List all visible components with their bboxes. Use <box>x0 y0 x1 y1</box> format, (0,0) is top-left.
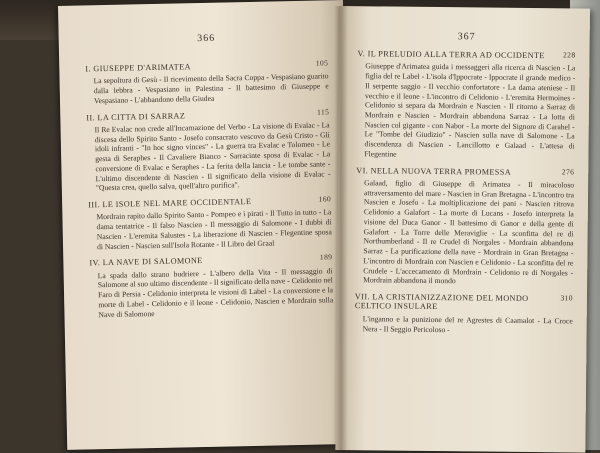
toc-section <box>89 254 333 320</box>
section-summary: Mordrain rapito dallo Spirito Santo - Pompeo e i pirati - Il Tutto in tutto - La dama tentatrice - Il falso Nascien - Il messaggio di Salomone - I dubbi di Nascien - L'eremita Salustes - La liberazione di Nascien - Flegentine sposa di Nascien - Nascien sull'Isola Rotante - Il Libro del Graal <box>96 207 332 251</box>
section-page: 276 <box>561 166 575 177</box>
section-heading <box>355 292 573 313</box>
section-title: I. GIUSEPPE D'ARIMATEA <box>85 62 191 74</box>
page-number: 366 <box>197 32 216 45</box>
section-page: 228 <box>563 50 576 60</box>
section-summary: La spada dallo strano budriere - L'albero della Vita - Il messaggio di Salomone al suo ultimo discendente - Il significato della nave - Celidonio nel Faro di Persia - Celidonio interpreta le visioni di Label - La conversione e la morte di Label - Celidonio e il leone - Celidonio, Nascien e Mordrain sulla Nave di Salomone <box>97 266 334 319</box>
section-summary: L'inganno e la punizione del re Agrestes di Caamalot - La Croce Nera - Il Seggio Pericoloso - <box>362 314 573 334</box>
section-summary: Giuseppe d'Arimatea guida i messaggeri alla ricerca di Nascien - La figlia del re Label - L'isola d'Ippocrate - Ippocrate il grande medico - Il serpente saggio - Il vecchio confortatore - La dama ateniese - Il vecchio e il leone - L'incontro di Celidonio - L'eremita Hermoines - Celidonio si separa da Mordrain e Nascien - Il ritorno a Sarraz di Mordrain e Nascien - Mordrain abbandona Sarraz - La lotta di Nascien col gigante - con Nabor - La morte del Signore di Carahel - Le "Tombe del Giudizio" - Nascien sulla nave di Salomone - La discendenza di Nascien - Lancillotto e Galaad - L'attesa di Flegentine <box>364 61 576 159</box>
section-summary: La sepoltura di Gesù - Il ricevimento della Sacra Coppa - Vespasiano guarito dalla lebbra - Vespasiano in Palestina - Il battesimo di Giuseppe e Vespasiano - L'abbandono della Giudea <box>93 71 329 106</box>
section-title: VI. NELLA NUOVA TERRA PROMESSA <box>356 165 512 177</box>
section-page: 310 <box>560 293 574 303</box>
section-heading <box>356 166 574 178</box>
section-title: V. IL PRELUDIO ALLA TERRA AD OCCIDENTE <box>357 49 545 61</box>
section-summary: Il Re Evalac non crede all'Incarnazione del Verbo - La visione di Evalac - La discesa dello Spirito Santo - Josefo consacrato vescovo da Gesù Cristo - Gli idoli infranti - "In hoc signo vinces" - La guerra tra Evalac e Tolomeo - Le gesta di Seraphes - Il Cavaliere Bianco - Sarracinte sposa di Evalac - La conversione di Evalac e Seraphes - La ferita della lancia - Le tombe sante - L'ultimo discendente di Nascien - Il significato della visione di Evalac - "Questa crea, quello salva, quell'altro purifica". <box>94 120 331 193</box>
section-title: II. LA CITTA DI SARRAZ <box>86 110 186 123</box>
section-page: 115 <box>317 106 330 117</box>
toc-section <box>85 59 329 106</box>
page-number: 367 <box>457 31 476 43</box>
toc-section <box>355 166 574 288</box>
section-title: VII. LA CRISTIANIZZAZIONE DEL MONDO CELTICO INSULARE <box>354 292 529 312</box>
open-book <box>58 6 600 450</box>
right-page <box>335 6 590 453</box>
section-title: IV. LA NAVE DI SALOMONE <box>89 256 203 268</box>
section-page: 160 <box>318 194 332 204</box>
toc-section <box>355 292 573 336</box>
book-gutter <box>334 6 348 450</box>
toc-section <box>356 49 575 161</box>
section-summary: Galaad, figlio di Giuseppe di Arimatea - Il miracoloso attraversamento del mare - Nascien in Gran Bretagna - L'incontro tra Nascien e Josefo - La moltiplicazione dei pani - Nascien ritrova Celidonio a Galafort - La morte di Lucans - Josefo interpreta la visione del Duca Ganor - Il battesimo di Ganor e della gente di Galafort - La Torre delle Meraviglie - La sconfitta del re di Northumberland - Il re Crudel di Norgales - Mordrain abbandona Sarraz - La purificazione della nave - Mordrain in Gran Bretagna - L'incontro di Mordrain con Nascien e Celidonio - La sconfitta del re Crudele - L'accecamento di Mordrain - Celidonio re di Norgales - Mordrain abbandona il mondo <box>363 178 575 286</box>
toc-section <box>88 195 332 251</box>
section-title: III. LE ISOLE NEL MARE OCCIDENTALE <box>88 197 252 210</box>
section-page: 105 <box>315 58 329 68</box>
section-page: 189 <box>319 252 333 262</box>
section-heading <box>357 49 575 61</box>
left-page <box>58 0 352 450</box>
toc-section <box>86 108 331 194</box>
